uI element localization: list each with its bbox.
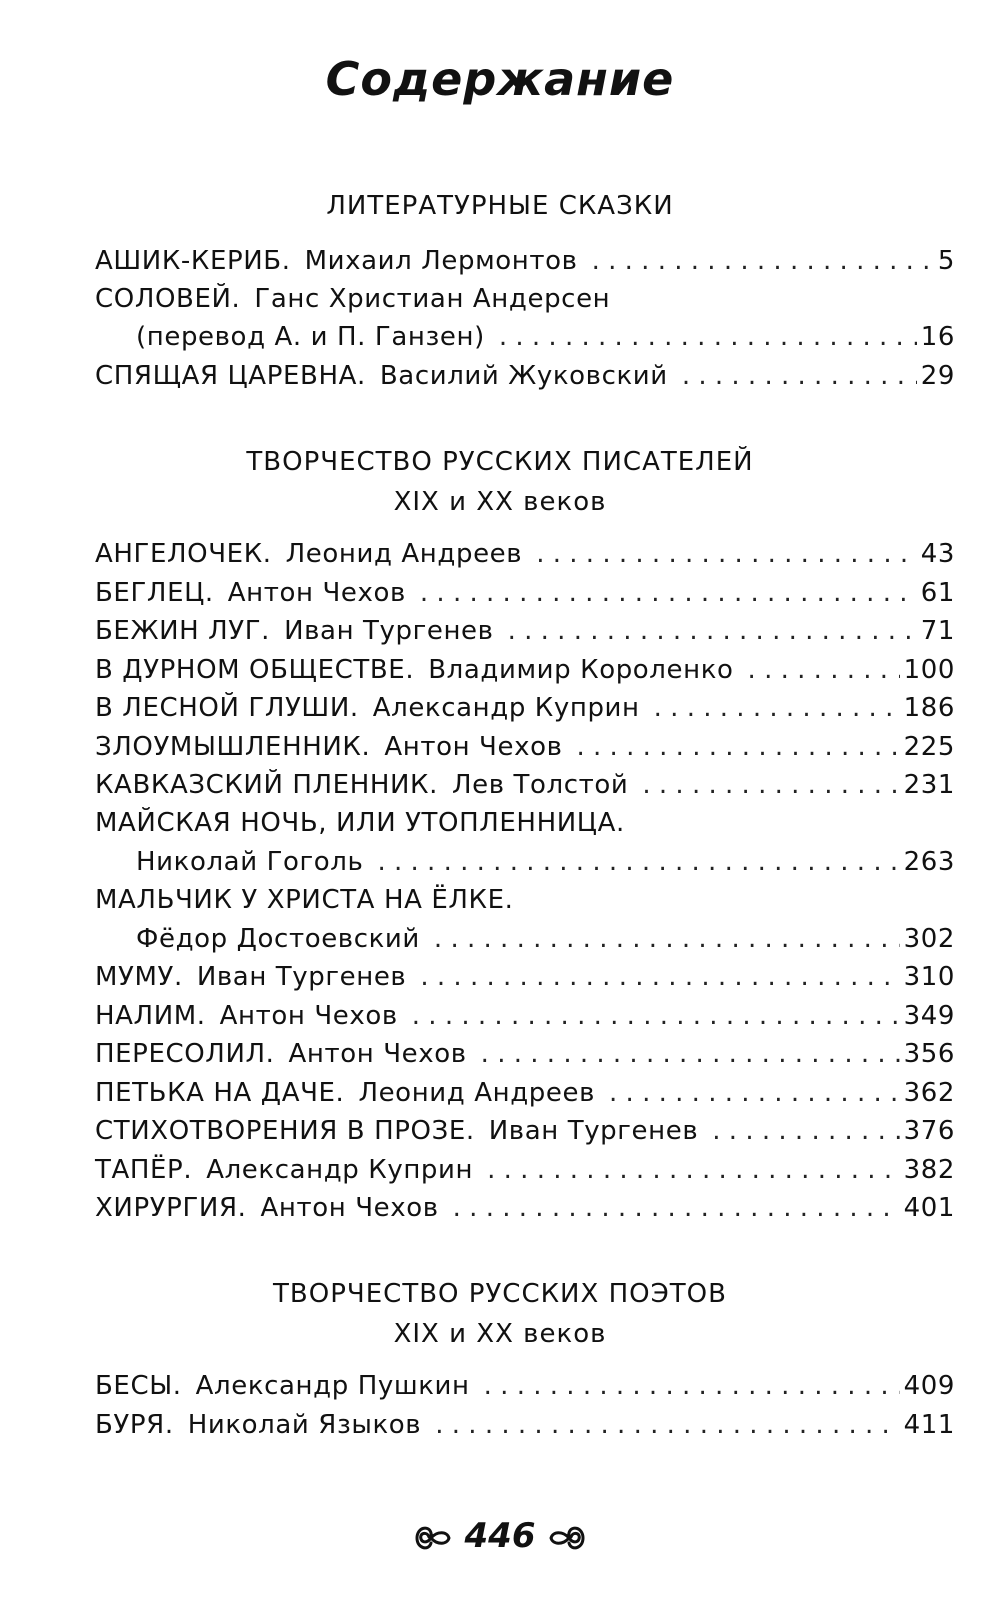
entry-title: В ДУРНОМ ОБЩЕСТВЕ. <box>95 655 415 685</box>
entry-author: Лев Толстой <box>451 770 629 800</box>
entry-author: Ганс Христиан Андерсен <box>254 284 611 314</box>
entry-page: 43 <box>920 539 955 569</box>
toc-entry[interactable] <box>95 803 955 843</box>
dot-leader <box>420 573 917 613</box>
toc-entry[interactable] <box>95 880 955 920</box>
toc-entry[interactable] <box>95 1188 955 1228</box>
toc-entry[interactable] <box>95 727 955 767</box>
entry-page: 225 <box>903 732 955 762</box>
entry-continuation: Николай Гоголь <box>136 847 364 877</box>
section-heading-russian-poets <box>0 1274 1000 1354</box>
entry-title: ЗЛОУМЫШЛЕННИК. <box>95 732 371 762</box>
toc-entry[interactable] <box>95 996 955 1036</box>
entry-page: 409 <box>903 1371 955 1401</box>
page-number: 446 <box>464 1516 536 1556</box>
entry-page: 29 <box>920 361 955 391</box>
entry-page: 401 <box>903 1193 955 1223</box>
entry-author: Антон Чехов <box>384 732 563 762</box>
entry-author: Александр Куприн <box>372 693 640 723</box>
entry-author: Николай Языков <box>187 1410 422 1440</box>
entry-author: Антон Чехов <box>219 1001 398 1031</box>
dot-leader <box>508 611 917 651</box>
page-number-footer <box>0 1516 1000 1556</box>
toc-entry[interactable] <box>95 1034 955 1074</box>
entry-title: ХИРУРГИЯ. <box>95 1193 247 1223</box>
dot-leader <box>481 1034 900 1074</box>
entry-page: 382 <box>903 1155 955 1185</box>
toc-entry[interactable] <box>95 241 955 281</box>
toc-entry[interactable] <box>95 573 955 613</box>
entry-title: МАЛЬЧИК У ХРИСТА НА ЁЛКЕ. <box>95 885 514 915</box>
entry-author: Антон Чехов <box>227 578 406 608</box>
dot-leader <box>499 317 917 357</box>
dot-leader <box>377 842 899 882</box>
toc-entry[interactable] <box>95 957 955 997</box>
entry-author: Василий Жуковский <box>379 361 668 391</box>
entry-title: НАЛИМ. <box>95 1001 206 1031</box>
toc-entry-continuation[interactable] <box>136 317 955 357</box>
entry-page: 5 <box>937 246 955 276</box>
entry-page: 186 <box>903 693 955 723</box>
toc-entry[interactable] <box>95 1405 955 1445</box>
entry-title: ПЕРЕСОЛИЛ. <box>95 1039 275 1069</box>
dot-leader <box>748 650 900 690</box>
entry-title: СТИХОТВОРЕНИЯ В ПРОЗЕ. <box>95 1116 475 1146</box>
section-heading-literary-tales: ЛИТЕРАТУРНЫЕ СКАЗКИ <box>326 191 674 221</box>
entry-page: 100 <box>903 655 955 685</box>
dot-leader <box>435 1405 899 1445</box>
entry-author: Иван Тургенев <box>488 1116 699 1146</box>
entry-page: 411 <box>903 1410 955 1440</box>
ornament-right-icon <box>547 1521 587 1555</box>
entry-page: 310 <box>903 962 955 992</box>
entry-title: АНГЕЛОЧЕК. <box>95 539 272 569</box>
entry-title: СОЛОВЕЙ. <box>95 284 241 314</box>
dot-leader <box>412 996 900 1036</box>
toc-entry[interactable] <box>95 765 955 805</box>
dot-leader <box>592 241 934 281</box>
entry-title: КАВКАЗСКИЙ ПЛЕННИК. <box>95 770 438 800</box>
entry-author: Иван Тургенев <box>284 616 494 646</box>
section-subheading: XIX и XX веков <box>393 1319 607 1349</box>
page-title: Содержание <box>325 52 675 106</box>
toc-entry[interactable] <box>95 534 955 574</box>
entry-title: В ЛЕСНОЙ ГЛУШИ. <box>95 693 359 723</box>
dot-leader <box>642 765 899 805</box>
toc-entry[interactable] <box>95 688 955 728</box>
entry-page: 376 <box>903 1116 955 1146</box>
section-subheading: XIX и XX веков <box>393 487 607 517</box>
entry-page: 71 <box>920 616 955 646</box>
entry-page: 16 <box>920 322 955 352</box>
entry-title: ПЕТЬКА НА ДАЧЕ. <box>95 1078 345 1108</box>
dot-leader <box>484 1366 900 1406</box>
entry-title: АШИК-КЕРИБ. <box>95 246 291 276</box>
ornament-left-icon <box>413 1521 453 1555</box>
entry-author: Леонид Андреев <box>358 1078 596 1108</box>
entry-continuation: (перевод А. и П. Ганзен) <box>136 322 485 352</box>
entry-author: Михаил Лермонтов <box>304 246 578 276</box>
section-heading-text: ТВОРЧЕСТВО РУССКИХ ПИСАТЕЛЕЙ <box>246 447 754 477</box>
entry-author: Антон Чехов <box>260 1193 439 1223</box>
dot-leader <box>420 957 899 997</box>
entry-title: БЕСЫ. <box>95 1371 182 1401</box>
toc-entry[interactable] <box>95 1150 955 1190</box>
entry-page: 362 <box>903 1078 955 1108</box>
dot-leader <box>536 534 917 574</box>
dot-leader <box>682 356 917 396</box>
dot-leader <box>654 688 900 728</box>
section-heading-text: ТВОРЧЕСТВО РУССКИХ ПОЭТОВ <box>273 1279 727 1309</box>
entry-title: БЕГЛЕЦ. <box>95 578 214 608</box>
toc-entry[interactable] <box>95 279 955 319</box>
dot-leader <box>712 1111 899 1151</box>
entry-continuation: Фёдор Достоевский <box>136 924 420 954</box>
dot-leader <box>577 727 900 767</box>
entry-title: МАЙСКАЯ НОЧЬ, ИЛИ УТОПЛЕННИЦА. <box>95 808 625 838</box>
dot-leader <box>453 1188 900 1228</box>
toc-entry[interactable] <box>95 356 955 396</box>
entry-author: Иван Тургенев <box>196 962 407 992</box>
entry-author: Владимир Короленко <box>428 655 734 685</box>
entry-title: БУРЯ. <box>95 1410 174 1440</box>
section-heading-russian-writers <box>0 442 1000 522</box>
entry-author: Леонид Андреев <box>285 539 523 569</box>
entry-page: 231 <box>903 770 955 800</box>
toc-entry-continuation[interactable] <box>136 842 955 882</box>
entry-author: Александр Пушкин <box>195 1371 470 1401</box>
dot-leader <box>434 919 900 959</box>
toc-entry[interactable] <box>95 1366 955 1406</box>
toc-entry[interactable] <box>95 1111 955 1151</box>
dot-leader <box>487 1150 899 1190</box>
entry-page: 356 <box>903 1039 955 1069</box>
entry-page: 349 <box>903 1001 955 1031</box>
toc-entry[interactable] <box>95 650 955 690</box>
entry-page: 263 <box>903 847 955 877</box>
entry-title: ТАПЁР. <box>95 1155 193 1185</box>
entry-author: Александр Куприн <box>206 1155 474 1185</box>
entry-title: БЕЖИН ЛУГ. <box>95 616 271 646</box>
entry-author: Антон Чехов <box>288 1039 467 1069</box>
toc-entry[interactable] <box>95 1073 955 1113</box>
toc-entry[interactable] <box>95 611 955 651</box>
entry-page: 302 <box>903 924 955 954</box>
entry-title: МУМУ. <box>95 962 183 992</box>
toc-entry-continuation[interactable] <box>136 919 955 959</box>
dot-leader <box>609 1073 900 1113</box>
entry-page: 61 <box>920 578 955 608</box>
entry-title: СПЯЩАЯ ЦАРЕВНА. <box>95 361 366 391</box>
